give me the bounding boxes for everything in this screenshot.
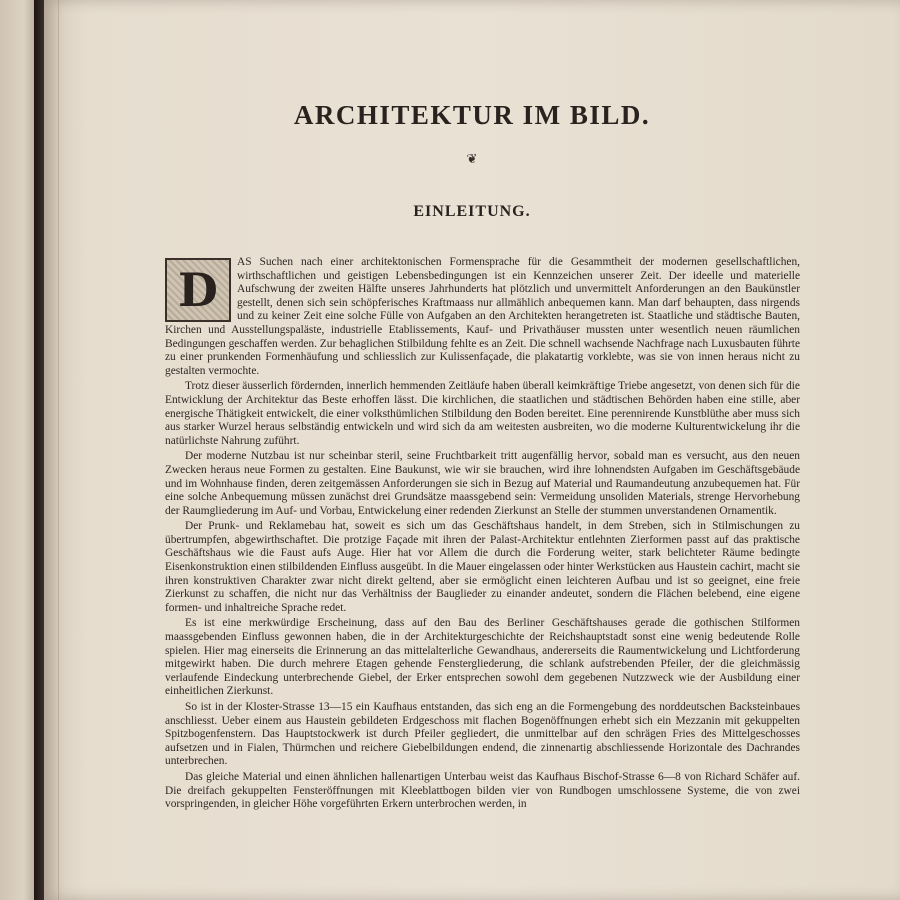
paragraph-6: So ist in der Kloster-Strasse 13—15 ein Kaufhaus entstanden, das sich eng an die Formengebung des norddeutschen Backsteinbaues anschliesst. Ueber einem aus Haustein gebildeten Erdgeschoss mit flachen Bogenöffnungen erhebt sich ein Mezzanin mit gekuppelten Spitzbogenfenstern. Das Hauptstockwerk ist durch Pfeiler gegliedert, die unmittelbar auf den schrägen Fries des Mittelgeschosses aufsetzen und in Fialen, Thürmchen und reichere Giebelbildungen endend, die zinnenartig abschliessende Horizontale des Dachrandes unterbrechen. bbox=[165, 701, 800, 768]
paragraph-7: Das gleiche Material und einen ähnlichen hallenartigen Unterbau weist das Kaufhaus Bischof-Strasse 6—8 von Richard Schäfer auf. Die dreifach gekuppelten Fensteröffnungen mit Kleeblattbogen bilden vier von Rundbogen umschlossene Systeme, die von zwei vorspringenden, in gleicher Höhe vorgeführten Erkern unterbrochen werden, in bbox=[165, 770, 800, 811]
paragraph-5: Es ist eine merkwürdige Erscheinung, dass auf den Bau des Berliner Geschäftshauses gerade die gothischen Stilformen maassgebenden Einfluss gewonnen haben, die in der Architekturgeschichte der Reichshauptstadt sonst eine wenig bedeutende Rolle spielen. Hier mag einerseits die Erinnerung an das mittelalterliche Gewandhaus, andererseits die Raumentwickelung und Lichtforderung mitgewirkt haben. Die durch mehrere Etagen gehende Fenstergliederung, die schlank aufstrebenden Pfeiler, der die gleichmässig verlaufende Eindeckung unterbrechende Giebel, der Erker entsprechen sowohl dem gegebenen Nutzzweck wie der Ausbildung einer einheitlichen Zierkunst. bbox=[165, 617, 800, 698]
page-title: ARCHITEKTUR IM BILD. bbox=[293, 100, 651, 130]
paragraph-4: Der Prunk- und Reklamebau hat, soweit es sich um das Geschäftshaus handelt, in dem Streben, sich in Stilmischungen zu übertrumpfen, abgewirthschaftet. Die protzige Façade mit ihren der Palast-Architektur entlehnten Zierformen passt auf das praktische Geschäftshaus wie die Faust aufs Auge. Hier hat vor Allem die durch die Forderung weiter, stark belichteter Räume bedingte Eisenkonstruktion einen stilbildenden Einfluss ausgeübt. In die Mauer eingelassen oder hinter Werkstücken aus Haustein cachirt, macht sie ihren konstruktiven Charakter zwar nicht direkt geltend, aber sie ermöglicht einen leichteren Aufbau und ist so geeignet, eine freie Zierkunst zu schaffen, die nicht nur das Verhältniss der Bauglieder zu einander andeutet, sondern die Flächen belebend, eine eigene formen- und inhaltreiche Sprache redet. bbox=[165, 520, 800, 614]
book-spine-shadow bbox=[34, 0, 44, 900]
paragraph-1 bbox=[165, 256, 800, 378]
section-heading: EINLEITUNG. bbox=[413, 203, 531, 220]
fleuron-ornament-icon: ❦ bbox=[466, 152, 478, 167]
paragraph-2: Trotz dieser äusserlich fördernden, innerlich hemmenden Zeitläufe haben überall keimkräftige Triebe angesetzt, von denen sich für die Entwicklung der Architektur das Beste erhoffen lässt. Die kirchlichen, die staatlichen und städtischen Behörden haben eine stille, aber energische Thätigkeit entwickelt, die einer volksthümlichen Stilbildung den Boden bereitet. Eine perennirende Kunstblüthe aber muss sich aus starker Wurzel heraus selbständig entwickeln und wird sich da am weitesten ausbreiten, wo die moderne Kulturentwickelung ihr die natürlichste Nahrung zuführt. bbox=[165, 380, 800, 447]
previous-page-edge bbox=[0, 0, 34, 900]
paragraph-3: Der moderne Nutzbau ist nur scheinbar steril, seine Fruchtbarkeit tritt augenfällig hervor, sobald man es versucht, aus den neuen Zwecken heraus neue Formen zu gestalten. Eine Baukunst, wie wir sie brauchen, wird ihre lohnendsten Aufgaben im Geschäftsgebäude und im Wohnhause finden, deren zeitgemässen Anforderungen sie sich in Bezug auf Material und Raumandeutung anzubequemen hat. Für eine solche Anbequemung müssen zunächst drei Grundsätze maassgebend sein: Vermeidung unsoliden Materials, strenge Hervorhebung der Raumgliederung im Auf- und Vorbau, Entwickelung einer redenden Zierkunst an Stelle der stummen unverstandenen Ornamentik. bbox=[165, 450, 800, 517]
ornamental-dropcap bbox=[165, 258, 231, 322]
book-page bbox=[44, 0, 900, 900]
page-gutter-line bbox=[58, 0, 59, 900]
paragraph-text: AS Suchen nach einer architektonischen Formensprache für die Gesammtheit der modernen gesellschaftlichen, wirthschaftlichen und geistigen Lebensbedingungen ist ein Kennzeichen unserer Zeit. Der ideelle und materielle Aufschwung der zweiten Hälfte unseres Jahrhunderts hat plötzlich und unvermittelt Anforderungen an den Baukünstler gestellt, denen sich sein schöpferisches Kraftmaass nur allmählich anbequemen kann. Man darf behaupten, dass nirgends und zu keiner Zeit eine solche Fülle von Aufgaben an den Architekten herangetreten ist. Staatliche und städtische Bauten, Kirchen und Ausstellungspaläste, industrielle Etablissements, Kauf- und Privathäuser mussten unter wesentlich neuen räumlichen Bedingungen geschaffen werden. Zur behaglichen Stilbildung fehlte es an Zeit. Die schnell wachsende Nachfrage nach Luxusbauten führte zu einer prunkenden Formenhäufung und schliesslich zur Kulissenfaçade, die plakatartig vorklebte, was sie von innen heraus nicht zu gestalten vermochte. bbox=[165, 256, 800, 377]
body-text bbox=[165, 256, 800, 814]
dropcap-letter: D bbox=[178, 263, 218, 317]
